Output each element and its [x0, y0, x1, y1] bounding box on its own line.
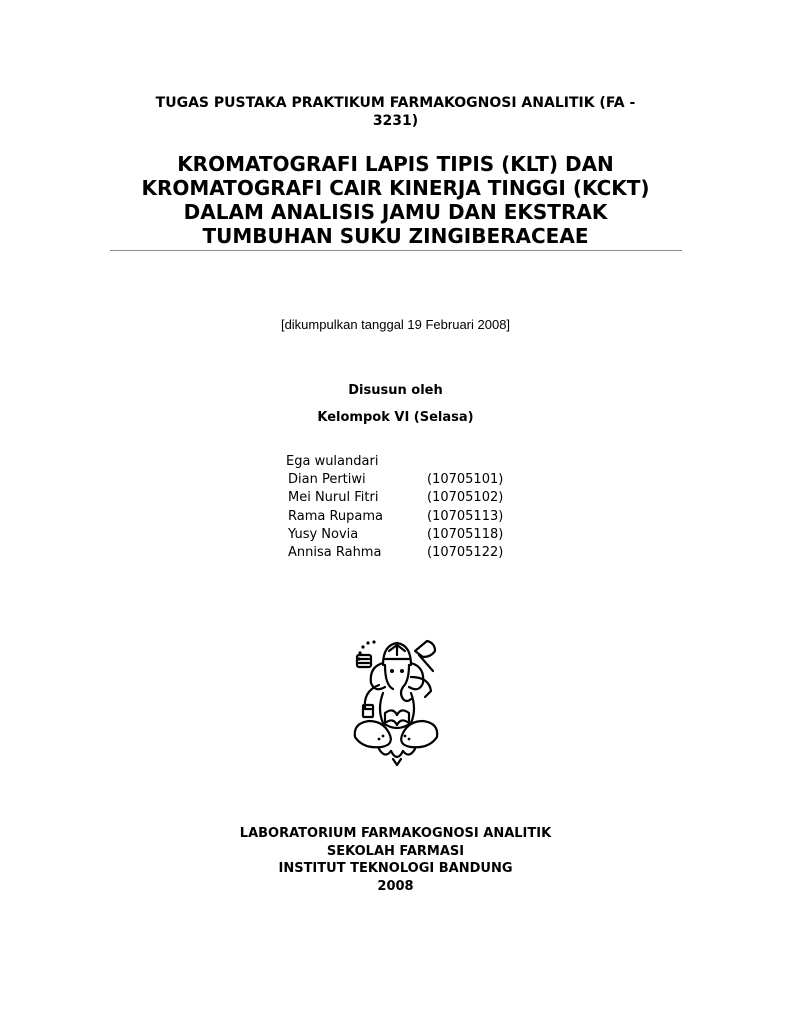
member-name: Mei Nurul Fitri: [288, 490, 379, 506]
member-name: Rama Rupama: [288, 508, 384, 524]
main-title: [110, 152, 681, 248]
member-id: (10705122): [427, 545, 504, 561]
itb-ganesha-logo-icon: [349, 637, 443, 767]
title-divider: [110, 250, 682, 251]
submission-date: [dikumpulkan tanggal 19 Februari 2008]: [280, 317, 511, 332]
institution-line: INSTITUT TEKNOLOGI BANDUNG: [278, 861, 513, 876]
course-title: [110, 94, 681, 130]
institution-line: LABORATORIUM FARMAKOGNOSI ANALITIK: [239, 826, 552, 841]
institution-year: 2008: [377, 878, 414, 894]
member-id: (10705113): [427, 508, 504, 524]
group-label: Kelompok VI (Selasa): [317, 410, 474, 425]
member-id: (10705102): [427, 490, 504, 506]
course-title-line: TUGAS PUSTAKA PRAKTIKUM FARMAKOGNOSI ANALITIK (FA -: [155, 95, 636, 111]
member-name: Yusy Novia: [288, 526, 359, 542]
main-title-line: TUMBUHAN SUKU ZINGIBERACEAE: [202, 224, 589, 248]
member-id: (10705101): [427, 472, 504, 488]
main-title-line: KROMATOGRAFI LAPIS TIPIS (KLT) DAN: [177, 152, 614, 176]
institution-block: [110, 825, 681, 895]
list-item: [286, 526, 503, 544]
member-list: [286, 453, 503, 562]
course-title-line: 3231): [372, 113, 419, 129]
list-item: [286, 489, 503, 507]
compiled-by-label: Disusun oleh: [348, 383, 443, 398]
list-item: [286, 453, 503, 471]
member-name: Ega wulandari: [286, 454, 379, 469]
list-item: [286, 508, 503, 526]
list-item: [286, 471, 503, 489]
list-item: [286, 544, 503, 562]
member-id: (10705118): [427, 526, 504, 542]
member-name: Annisa Rahma: [288, 545, 382, 561]
main-title-line: DALAM ANALISIS JAMU DAN EKSTRAK: [183, 200, 608, 224]
member-name: Dian Pertiwi: [288, 472, 366, 488]
institution-line: SEKOLAH FARMASI: [326, 843, 465, 859]
main-title-line: KROMATOGRAFI CAIR KINERJA TINGGI (KCKT): [141, 176, 650, 200]
